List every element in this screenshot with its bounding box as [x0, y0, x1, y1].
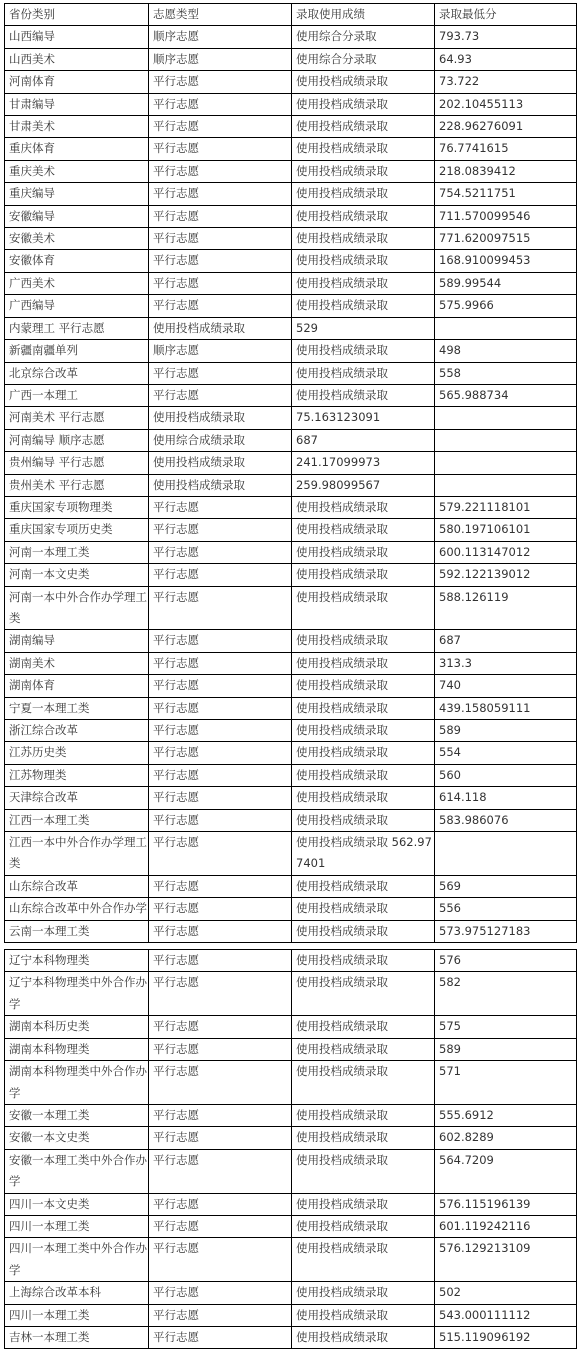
column-header: 录取使用成绩: [292, 4, 435, 26]
table-cell: 771.620097515: [435, 228, 577, 250]
table-cell: 使用投档成绩录取: [292, 875, 435, 897]
table-row: [5, 652, 577, 674]
table-cell: 平行志愿: [149, 675, 292, 697]
table-cell: 平行志愿: [149, 1149, 292, 1193]
table-cell: 614.118: [435, 787, 577, 809]
table-cell: 使用投档成绩录取: [292, 675, 435, 697]
table-row: [5, 1127, 577, 1149]
table-row: [5, 586, 577, 630]
table-cell: 使用投档成绩录取: [292, 496, 435, 518]
table-row: [5, 71, 577, 93]
table-cell: 564.7209: [435, 1149, 577, 1193]
table-cell: 平行志愿: [149, 875, 292, 897]
table-cell: 安徽一本文史类: [5, 1127, 149, 1149]
table-cell: 辽宁本科物理类中外合作办学: [5, 972, 149, 1016]
table-cell: 重庆国家专项历史类: [5, 519, 149, 541]
table-cell: 使用投档成绩录取 562.977401: [292, 832, 435, 876]
table-cell: 贵州编导 平行志愿: [5, 452, 149, 474]
table-cell: 583.986076: [435, 809, 577, 831]
table-cell: 浙江综合改革: [5, 720, 149, 742]
table-cell: 北京综合改革: [5, 362, 149, 384]
table-cell: 平行志愿: [149, 972, 292, 1016]
table-cell: 使用投档成绩录取: [292, 205, 435, 227]
table-row: [5, 1282, 577, 1304]
table-cell: 使用投档成绩录取: [292, 1061, 435, 1105]
table-cell: 顺序志愿: [149, 340, 292, 362]
table-cell: 平行志愿: [149, 362, 292, 384]
table-cell: 四川一本理工类: [5, 1215, 149, 1237]
table-cell: 576.129213109: [435, 1238, 577, 1282]
table-row: [5, 1104, 577, 1126]
table-cell: 四川一本理工类: [5, 1304, 149, 1326]
table-cell: 使用投档成绩录取: [292, 1238, 435, 1282]
table-cell: 河南编导 顺序志愿: [5, 429, 149, 451]
table-cell: 云南一本理工类: [5, 920, 149, 942]
table-row: [5, 26, 577, 48]
table-row: [5, 541, 577, 563]
table-cell: 吉林一本理工类: [5, 1326, 149, 1348]
table-row: [5, 160, 577, 182]
table-row: [5, 384, 577, 406]
table-row: [5, 787, 577, 809]
table-cell: 安徽一本理工类中外合作办学: [5, 1149, 149, 1193]
table-cell: 576.115196139: [435, 1193, 577, 1215]
table-row: [5, 1304, 577, 1326]
table-cell: [435, 452, 577, 474]
table-cell: 687: [292, 429, 435, 451]
table-cell: 使用投档成绩录取: [292, 71, 435, 93]
table-cell: 平行志愿: [149, 1061, 292, 1105]
table-cell: 使用投档成绩录取: [292, 541, 435, 563]
table-cell: 使用投档成绩录取: [149, 452, 292, 474]
table-row: [5, 250, 577, 272]
table-cell: 使用投档成绩录取: [149, 317, 292, 339]
table-row: [5, 1193, 577, 1215]
table-cell: 平行志愿: [149, 1304, 292, 1326]
table-cell: 天津综合改革: [5, 787, 149, 809]
table-cell: 湖南体育: [5, 675, 149, 697]
table-cell: 754.5211751: [435, 183, 577, 205]
table-row: [5, 496, 577, 518]
table-row: [5, 564, 577, 586]
table-cell: 顺序志愿: [149, 48, 292, 70]
table-cell: 579.221118101: [435, 496, 577, 518]
table-cell: 588.126119: [435, 586, 577, 630]
table-row: [5, 920, 577, 942]
table-cell: 平行志愿: [149, 160, 292, 182]
table-cell: 河南一本中外合作办学理工类: [5, 586, 149, 630]
table-cell: 山西编导: [5, 26, 149, 48]
table-row: [5, 972, 577, 1016]
table-cell: 宁夏一本理工类: [5, 697, 149, 719]
table-cell: 使用投档成绩录取: [292, 384, 435, 406]
table-cell: 使用投档成绩录取: [292, 742, 435, 764]
table-cell: 平行志愿: [149, 950, 292, 972]
table-row: [5, 452, 577, 474]
table-cell: 582: [435, 972, 577, 1016]
table-cell: 75.163123091: [292, 407, 435, 429]
admission-table-main-body: [5, 4, 577, 943]
table-cell: 平行志愿: [149, 116, 292, 138]
table-cell: 湖南本科物理类中外合作办学: [5, 1061, 149, 1105]
column-header: 志愿类型: [149, 4, 292, 26]
table-cell: 589: [435, 1038, 577, 1060]
table-cell: 平行志愿: [149, 1282, 292, 1304]
table-row: [5, 340, 577, 362]
table-cell: 575.9966: [435, 295, 577, 317]
table-cell: 广西一本理工: [5, 384, 149, 406]
table-cell: 554: [435, 742, 577, 764]
table-cell: 平行志愿: [149, 228, 292, 250]
admission-table-secondary: [4, 949, 577, 1349]
table-cell: 使用综合分录取: [292, 48, 435, 70]
table-cell: 平行志愿: [149, 1238, 292, 1282]
table-row: [5, 362, 577, 384]
table-cell: 259.98099567: [292, 474, 435, 496]
table-cell: 江西一本中外合作办学理工类: [5, 832, 149, 876]
admission-table-secondary-body: [5, 950, 577, 1349]
table-cell: 湖南编导: [5, 630, 149, 652]
table-cell: 平行志愿: [149, 71, 292, 93]
table-cell: 广西编导: [5, 295, 149, 317]
table-cell: 543.000111112: [435, 1304, 577, 1326]
table-cell: 使用投档成绩录取: [292, 1304, 435, 1326]
table-row: [5, 875, 577, 897]
table-cell: 平行志愿: [149, 742, 292, 764]
table-cell: 平行志愿: [149, 764, 292, 786]
table-cell: 使用投档成绩录取: [292, 950, 435, 972]
table-cell: 平行志愿: [149, 898, 292, 920]
table-cell: 辽宁本科物理类: [5, 950, 149, 972]
table-row: [5, 93, 577, 115]
table-cell: 安徽体育: [5, 250, 149, 272]
table-cell: 589.99544: [435, 272, 577, 294]
table-cell: [435, 429, 577, 451]
admission-table-main: [4, 3, 577, 943]
table-cell: 安徽一本理工类: [5, 1104, 149, 1126]
table-cell: 四川一本文史类: [5, 1193, 149, 1215]
table-cell: 使用投档成绩录取: [292, 1215, 435, 1237]
table-cell: 使用投档成绩录取: [292, 116, 435, 138]
table-cell: 平行志愿: [149, 720, 292, 742]
table-cell: 平行志愿: [149, 630, 292, 652]
table-cell: 新疆南疆单列: [5, 340, 149, 362]
table-cell: 使用投档成绩录取: [292, 787, 435, 809]
table-cell: 使用投档成绩录取: [292, 586, 435, 630]
table-cell: 793.73: [435, 26, 577, 48]
table-cell: 河南一本理工类: [5, 541, 149, 563]
table-row: [5, 697, 577, 719]
table-cell: 601.119242116: [435, 1215, 577, 1237]
table-cell: 575: [435, 1016, 577, 1038]
table-cell: 使用投档成绩录取: [292, 519, 435, 541]
table-cell: 平行志愿: [149, 384, 292, 406]
table-cell: 571: [435, 1061, 577, 1105]
table-row: [5, 474, 577, 496]
table-cell: 使用投档成绩录取: [292, 1104, 435, 1126]
table-cell: 山西美术: [5, 48, 149, 70]
table-cell: 使用投档成绩录取: [292, 809, 435, 831]
column-header: 省份类别: [5, 4, 149, 26]
table-row: [5, 48, 577, 70]
table-cell: 使用投档成绩录取: [292, 183, 435, 205]
table-row: [5, 116, 577, 138]
table-cell: 使用投档成绩录取: [292, 362, 435, 384]
table-cell: 平行志愿: [149, 295, 292, 317]
table-cell: 平行志愿: [149, 920, 292, 942]
table-row: [5, 138, 577, 160]
table-row: [5, 295, 577, 317]
table-cell: 山东综合改革: [5, 875, 149, 897]
table-cell: 使用投档成绩录取: [292, 920, 435, 942]
table-row: [5, 1016, 577, 1038]
table-row: [5, 183, 577, 205]
table-cell: 江苏物理类: [5, 764, 149, 786]
table-cell: 平行志愿: [149, 250, 292, 272]
table-cell: 687: [435, 630, 577, 652]
table-cell: 重庆体育: [5, 138, 149, 160]
table-row: [5, 1215, 577, 1237]
table-row: [5, 1038, 577, 1060]
table-row: [5, 228, 577, 250]
table-cell: 使用投档成绩录取: [292, 630, 435, 652]
table-cell: 四川一本理工类中外合作办学: [5, 1238, 149, 1282]
table-cell: 711.570099546: [435, 205, 577, 227]
table-cell: 平行志愿: [149, 183, 292, 205]
table-cell: 228.96276091: [435, 116, 577, 138]
table-cell: 平行志愿: [149, 1016, 292, 1038]
table-cell: [435, 407, 577, 429]
table-cell: 使用投档成绩录取: [292, 652, 435, 674]
table-cell: 439.158059111: [435, 697, 577, 719]
table-cell: 平行志愿: [149, 832, 292, 876]
table-row: [5, 809, 577, 831]
table-cell: 558: [435, 362, 577, 384]
table-cell: 平行志愿: [149, 1104, 292, 1126]
table-cell: 江苏历史类: [5, 742, 149, 764]
table-row: [5, 1238, 577, 1282]
table-cell: 广西美术: [5, 272, 149, 294]
table-cell: 河南一本文史类: [5, 564, 149, 586]
table-cell: 168.910099453: [435, 250, 577, 272]
table-cell: 使用投档成绩录取: [292, 697, 435, 719]
table-cell: 560: [435, 764, 577, 786]
table-cell: 重庆编导: [5, 183, 149, 205]
table-cell: 平行志愿: [149, 1326, 292, 1348]
table-cell: 202.10455113: [435, 93, 577, 115]
table-row: [5, 1149, 577, 1193]
table-cell: 580.197106101: [435, 519, 577, 541]
table-cell: 529: [292, 317, 435, 339]
table-cell: 平行志愿: [149, 496, 292, 518]
table-cell: 平行志愿: [149, 541, 292, 563]
table-cell: 使用投档成绩录取: [292, 228, 435, 250]
table-cell: 安徽编导: [5, 205, 149, 227]
table-cell: 使用投档成绩录取: [292, 295, 435, 317]
table-row: [5, 1326, 577, 1348]
table-cell: 使用投档成绩录取: [149, 474, 292, 496]
table-cell: 平行志愿: [149, 1038, 292, 1060]
table-cell: 平行志愿: [149, 809, 292, 831]
table-cell: 平行志愿: [149, 787, 292, 809]
table-cell: 甘肃美术: [5, 116, 149, 138]
table-cell: 76.7741615: [435, 138, 577, 160]
table-cell: 使用综合成绩录取: [149, 429, 292, 451]
table-cell: 使用投档成绩录取: [292, 272, 435, 294]
table-cell: 重庆美术: [5, 160, 149, 182]
table-row: [5, 764, 577, 786]
table-row: [5, 407, 577, 429]
table-cell: 湖南本科历史类: [5, 1016, 149, 1038]
table-cell: 河南美术 平行志愿: [5, 407, 149, 429]
table-cell: 使用投档成绩录取: [292, 138, 435, 160]
table-cell: 569: [435, 875, 577, 897]
table-cell: 平行志愿: [149, 1215, 292, 1237]
table-cell: 平行志愿: [149, 138, 292, 160]
table-row: [5, 317, 577, 339]
table-cell: 使用投档成绩录取: [292, 898, 435, 920]
table-cell: 使用投档成绩录取: [292, 1193, 435, 1215]
table-cell: 上海综合改革本科: [5, 1282, 149, 1304]
table-cell: 平行志愿: [149, 564, 292, 586]
table-cell: 使用投档成绩录取: [292, 564, 435, 586]
table-row: [5, 205, 577, 227]
table-cell: 山东综合改革中外合作办学: [5, 898, 149, 920]
table-cell: 73.722: [435, 71, 577, 93]
table-cell: 565.988734: [435, 384, 577, 406]
table-cell: [435, 832, 577, 876]
table-cell: 313.3: [435, 652, 577, 674]
table-cell: 573.975127183: [435, 920, 577, 942]
table-row: [5, 519, 577, 541]
table-cell: 502: [435, 1282, 577, 1304]
table-cell: 556: [435, 898, 577, 920]
table-cell: 平行志愿: [149, 586, 292, 630]
table-cell: 使用投档成绩录取: [292, 1149, 435, 1193]
table-cell: 555.6912: [435, 1104, 577, 1126]
table-row: [5, 832, 577, 876]
table-cell: 使用投档成绩录取: [292, 1016, 435, 1038]
table-cell: 498: [435, 340, 577, 362]
table-cell: 602.8289: [435, 1127, 577, 1149]
table-cell: 740: [435, 675, 577, 697]
table-cell: 使用投档成绩录取: [292, 720, 435, 742]
table-cell: 甘肃编导: [5, 93, 149, 115]
table-cell: 592.122139012: [435, 564, 577, 586]
table-cell: 使用投档成绩录取: [292, 340, 435, 362]
table-cell: 使用投档成绩录取: [149, 407, 292, 429]
table-cell: 平行志愿: [149, 1127, 292, 1149]
table-cell: 平行志愿: [149, 272, 292, 294]
table-cell: 使用投档成绩录取: [292, 160, 435, 182]
table-cell: 使用投档成绩录取: [292, 972, 435, 1016]
table-cell: 576: [435, 950, 577, 972]
table-header-row: [5, 4, 577, 26]
table-cell: 贵州美术 平行志愿: [5, 474, 149, 496]
table-row: [5, 720, 577, 742]
table-row: [5, 898, 577, 920]
table-row: [5, 1061, 577, 1105]
table-cell: 218.0839412: [435, 160, 577, 182]
table-cell: 515.119096192: [435, 1326, 577, 1348]
table-row: [5, 272, 577, 294]
table-cell: 重庆国家专项物理类: [5, 496, 149, 518]
table-cell: 湖南美术: [5, 652, 149, 674]
table-cell: 平行志愿: [149, 519, 292, 541]
table-cell: 安徽美术: [5, 228, 149, 250]
table-cell: 湖南本科物理类: [5, 1038, 149, 1060]
table-cell: 江西一本理工类: [5, 809, 149, 831]
table-cell: 使用投档成绩录取: [292, 1038, 435, 1060]
column-header: 录取最低分: [435, 4, 577, 26]
table-cell: 使用投档成绩录取: [292, 1282, 435, 1304]
table-cell: [435, 317, 577, 339]
table-cell: 平行志愿: [149, 205, 292, 227]
table-cell: 241.17099973: [292, 452, 435, 474]
table-cell: [435, 474, 577, 496]
table-cell: 顺序志愿: [149, 26, 292, 48]
table-cell: 内蒙理工 平行志愿: [5, 317, 149, 339]
table-cell: 589: [435, 720, 577, 742]
table-cell: 使用投档成绩录取: [292, 1127, 435, 1149]
table-cell: 平行志愿: [149, 697, 292, 719]
table-row: [5, 675, 577, 697]
table-row: [5, 950, 577, 972]
table-cell: 平行志愿: [149, 1193, 292, 1215]
table-cell: 使用投档成绩录取: [292, 93, 435, 115]
table-cell: 600.113147012: [435, 541, 577, 563]
table-cell: 河南体育: [5, 71, 149, 93]
table-row: [5, 742, 577, 764]
table-cell: 使用综合分录取: [292, 26, 435, 48]
table-cell: 使用投档成绩录取: [292, 250, 435, 272]
table-cell: 平行志愿: [149, 93, 292, 115]
table-cell: 64.93: [435, 48, 577, 70]
table-cell: 使用投档成绩录取: [292, 1326, 435, 1348]
table-cell: 平行志愿: [149, 652, 292, 674]
table-cell: 使用投档成绩录取: [292, 764, 435, 786]
table-row: [5, 630, 577, 652]
table-row: [5, 429, 577, 451]
